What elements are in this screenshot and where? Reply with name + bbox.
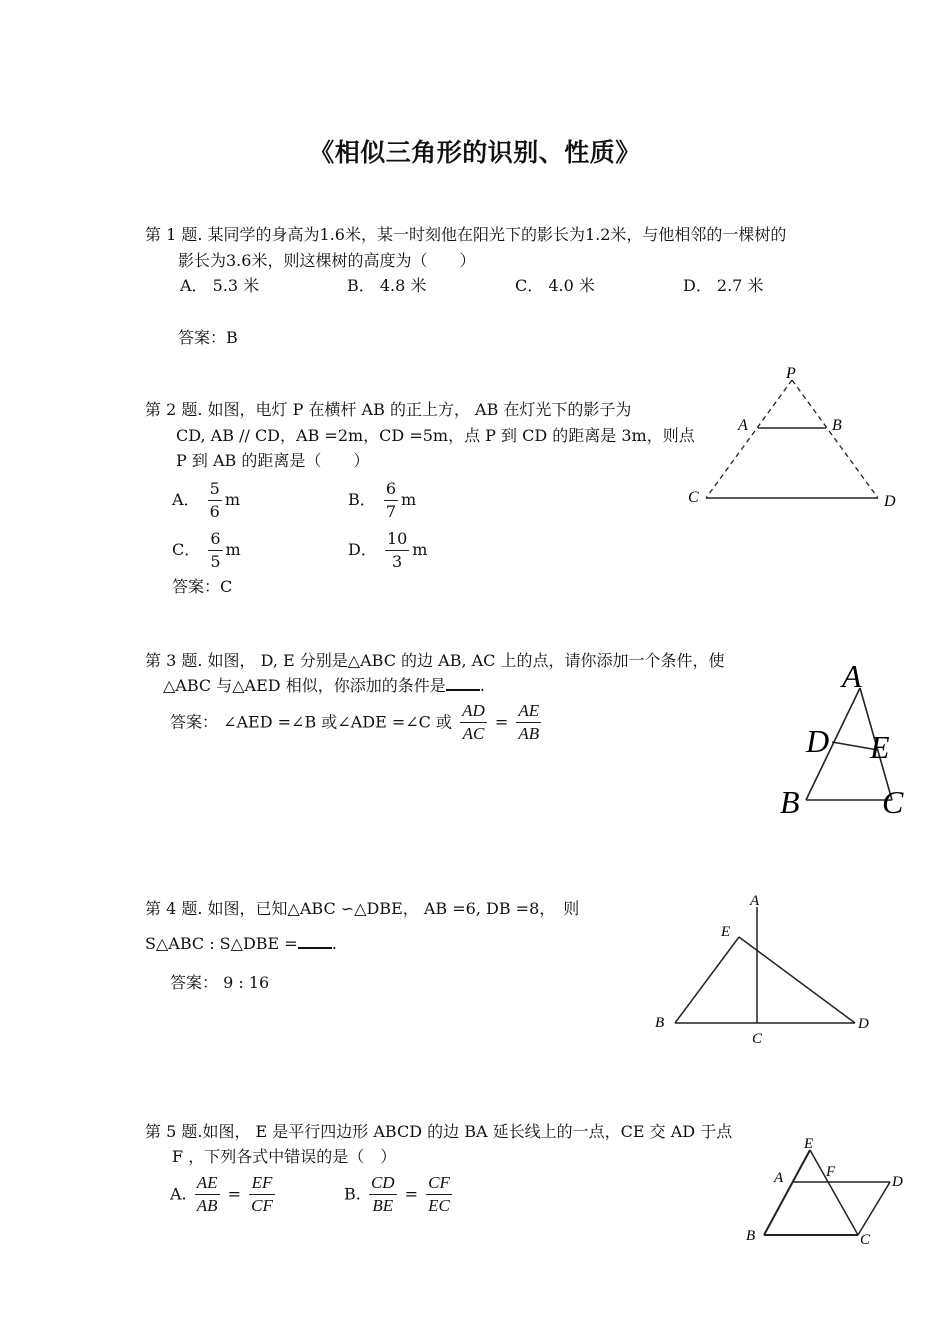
q1-option-d: D． 2.7 米 [683, 276, 764, 295]
q1-answer: 答案：B [178, 328, 238, 347]
q1-option-b: B． 4.8 米 [347, 276, 427, 295]
q3-label-e: E [870, 729, 890, 765]
q2-figure [680, 360, 910, 520]
q2-label-a: A [738, 417, 748, 434]
q1-option-c: C． 4.0 米 [515, 276, 595, 295]
q3-label-b: B [780, 784, 800, 820]
q3-label-a: A [842, 658, 862, 694]
q2-label-c: C [688, 489, 699, 506]
q2-option-c: C． $\frac{6}{5}$ m [172, 529, 241, 571]
q5-label-e: E [804, 1136, 814, 1152]
q5-option-b: B. $\frac{CD}{BE}$ = $\frac{CF}{EC}$ [344, 1173, 450, 1215]
q5-line1: 第 5 题.如图， E 是平行四边形 ABCD 的边 BA 延长线上的一点，CE 交 AD 于点 [145, 1122, 733, 1141]
q4-label-e: E [721, 924, 731, 940]
q2-option-d: D． $\frac{10}{3}$ m [348, 529, 428, 571]
q2-line1: 第 2 题. 如图，电灯 P 在横杆 AB 的正上方， AB 在灯光下的影子为 [145, 400, 632, 419]
q4-label-d: D [858, 1016, 869, 1032]
q5-label-d: D [892, 1174, 903, 1190]
q5-label-a: A [774, 1170, 784, 1186]
q2-line2: CD, AB // CD，AB =2m，CD =5m，点 P 到 CD 的距离是 3m，则点 [176, 426, 695, 445]
q4-figure [645, 885, 885, 1050]
q5-label-f: F [826, 1164, 836, 1180]
page-title: 《相似三角形的识别、性质》 [309, 138, 641, 167]
q3-answer: 答案： ∠AED =∠B 或∠ADE =∠C 或 $\frac{AD}{AC}$ = $\frac{AE}{AB}$ [170, 701, 540, 743]
q2-label-p: P [786, 365, 796, 382]
q4-answer: 答案： 9 : 16 [170, 973, 270, 992]
q1-line1: 第 1 题. 某同学的身高为1.6米，某一时刻他在阳光下的影长为1.2米，与他相邻的一棵树的 [145, 225, 787, 244]
q1-line2: 影长为3.6米，则这棵树的高度为（ ） [178, 251, 476, 270]
q3-label-c: C [882, 784, 904, 820]
q5-figure [740, 1130, 920, 1255]
q3-line1: 第 3 题. 如图， D, E 分别是△ABC 的边 AB, AC 上的点，请你添加一个条件，使 [145, 651, 725, 670]
q5-option-a: A. $\frac{AE}{AB}$ = $\frac{EF}{CF}$ [170, 1173, 273, 1215]
q4-line1: 第 4 题. 如图，已知△ABC ∽△DBE， AB =6, DB =8， 则 [145, 899, 580, 918]
q5-label-b: B [746, 1228, 756, 1244]
q2-option-a: A． $\frac{5}{6}$ m [172, 479, 241, 521]
q5-line2: F ，下列各式中错误的是（ ） [172, 1147, 397, 1166]
q2-label-b: B [832, 417, 842, 434]
q2-option-b: B． $\frac{6}{7}$ m [348, 479, 417, 521]
q2-line3: P 到 AB 的距离是（ ） [176, 451, 370, 470]
q4-label-b: B [655, 1015, 665, 1031]
q1-option-a: A． 5.3 米 [180, 276, 260, 295]
q2-answer: 答案：C [172, 577, 233, 596]
q4-label-c: C [752, 1031, 763, 1047]
q4-label-a: A [750, 893, 760, 909]
q4-line2: S△ABC : S△DBE = . [145, 934, 337, 953]
q5-label-c: C [860, 1232, 871, 1248]
q3-label-d: D [806, 723, 830, 759]
q3-figure [770, 650, 930, 830]
q3-line2: △ABC 与△AED 相似，你添加的条件是 . [163, 676, 485, 695]
q2-label-d: D [884, 493, 896, 510]
